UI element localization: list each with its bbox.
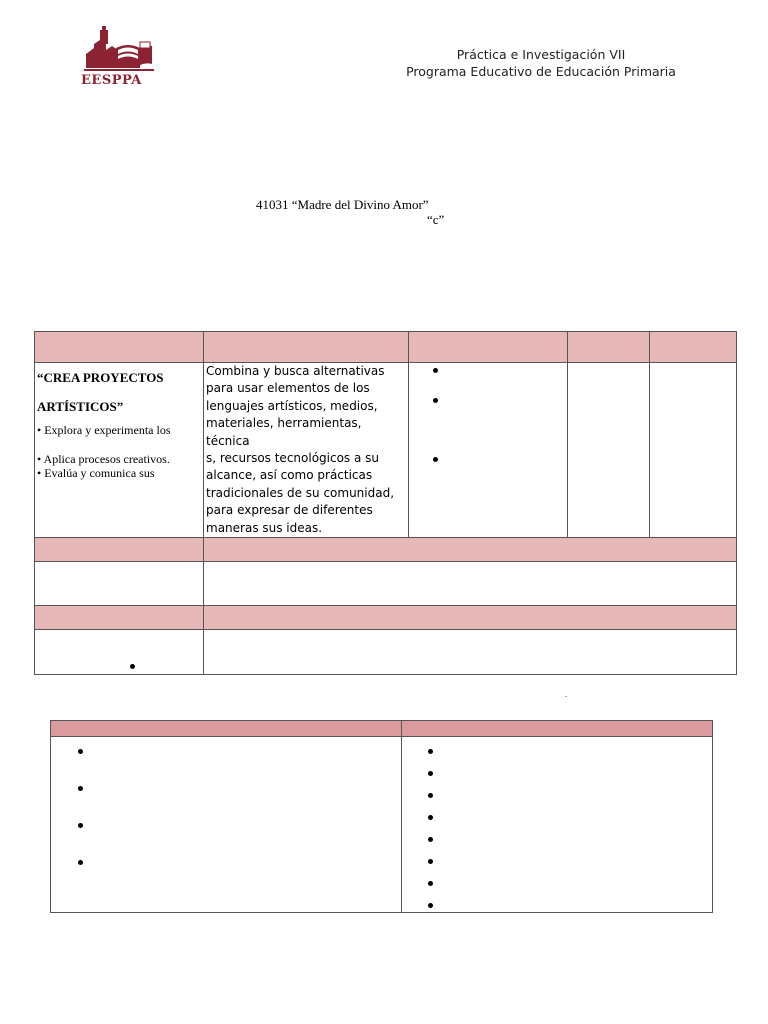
header-cell <box>402 721 713 737</box>
competency-cell <box>35 363 204 538</box>
capacity-item: • Evalúa y comunica sus <box>37 466 155 480</box>
list-cell-left <box>51 737 402 913</box>
label-cell <box>35 606 204 630</box>
performance-line: tradicionales de su comunidad, <box>206 485 395 500</box>
empty-cell <box>35 562 204 606</box>
bullet-icon <box>130 664 135 669</box>
empty-cell <box>568 363 650 538</box>
bullet-icon <box>428 859 433 864</box>
lists-table <box>50 720 713 913</box>
competency-title: ARTÍSTICOS” <box>37 399 124 414</box>
header-cell <box>568 332 650 363</box>
performance-line: para expresar de diferentes <box>206 503 373 518</box>
footnote-dot: . <box>565 690 568 699</box>
performance-line: alcance, así como prácticas <box>206 468 373 483</box>
bullet-icon <box>428 771 433 776</box>
header-cell <box>204 332 409 363</box>
criteria-cell <box>409 363 568 538</box>
capacity-item: • Aplica procesos creativos. <box>37 452 170 466</box>
list-cell-right <box>402 737 713 913</box>
bullet-icon <box>433 368 438 373</box>
content-header-cell <box>204 606 737 630</box>
performance-cell <box>204 363 409 538</box>
document-header <box>400 46 682 80</box>
header-cell <box>51 721 402 737</box>
program-title: Programa Educativo de Educación Primaria <box>406 64 676 79</box>
empty-cell <box>650 363 737 538</box>
capacity-item: • Explora y experimenta los <box>37 423 171 437</box>
bullet-icon <box>78 749 83 754</box>
bullet-icon <box>428 881 433 886</box>
empty-cell <box>204 562 737 606</box>
performance-line: maneras sus ideas. <box>206 520 323 535</box>
bullet-icon <box>78 786 83 791</box>
header-cell <box>35 332 204 363</box>
bullet-icon <box>78 823 83 828</box>
performance-line: materiales, herramientas, técnica <box>206 416 362 448</box>
bullet-icon <box>428 793 433 798</box>
bullet-icon <box>433 457 438 462</box>
bullet-icon <box>78 860 83 865</box>
header-cell <box>650 332 737 363</box>
empty-cell <box>204 630 737 675</box>
bullet-icon <box>428 903 433 908</box>
bullet-icon <box>433 398 438 403</box>
competency-title: “CREA PROYECTOS <box>37 370 164 385</box>
section-label: “c” <box>427 212 445 227</box>
empty-cell <box>35 630 204 675</box>
logo-text: EESPPA <box>81 73 142 88</box>
performance-line: lenguajes artísticos, medios, <box>206 398 378 413</box>
content-header-cell <box>204 538 737 562</box>
course-title: Práctica e Investigación VII <box>456 47 626 62</box>
bullet-icon <box>428 815 433 820</box>
performance-line: Combina y busca alternativas <box>206 364 385 378</box>
school-name: 41031 “Madre del Divino Amor” <box>256 197 429 212</box>
performance-line: s, recursos tecnológicos a su <box>206 451 380 466</box>
bullet-icon <box>428 749 433 754</box>
bullet-icon <box>428 837 433 842</box>
header-cell <box>409 332 568 363</box>
performance-line: para usar elementos de los <box>206 381 370 396</box>
label-cell <box>35 538 204 562</box>
competency-table <box>34 331 737 675</box>
